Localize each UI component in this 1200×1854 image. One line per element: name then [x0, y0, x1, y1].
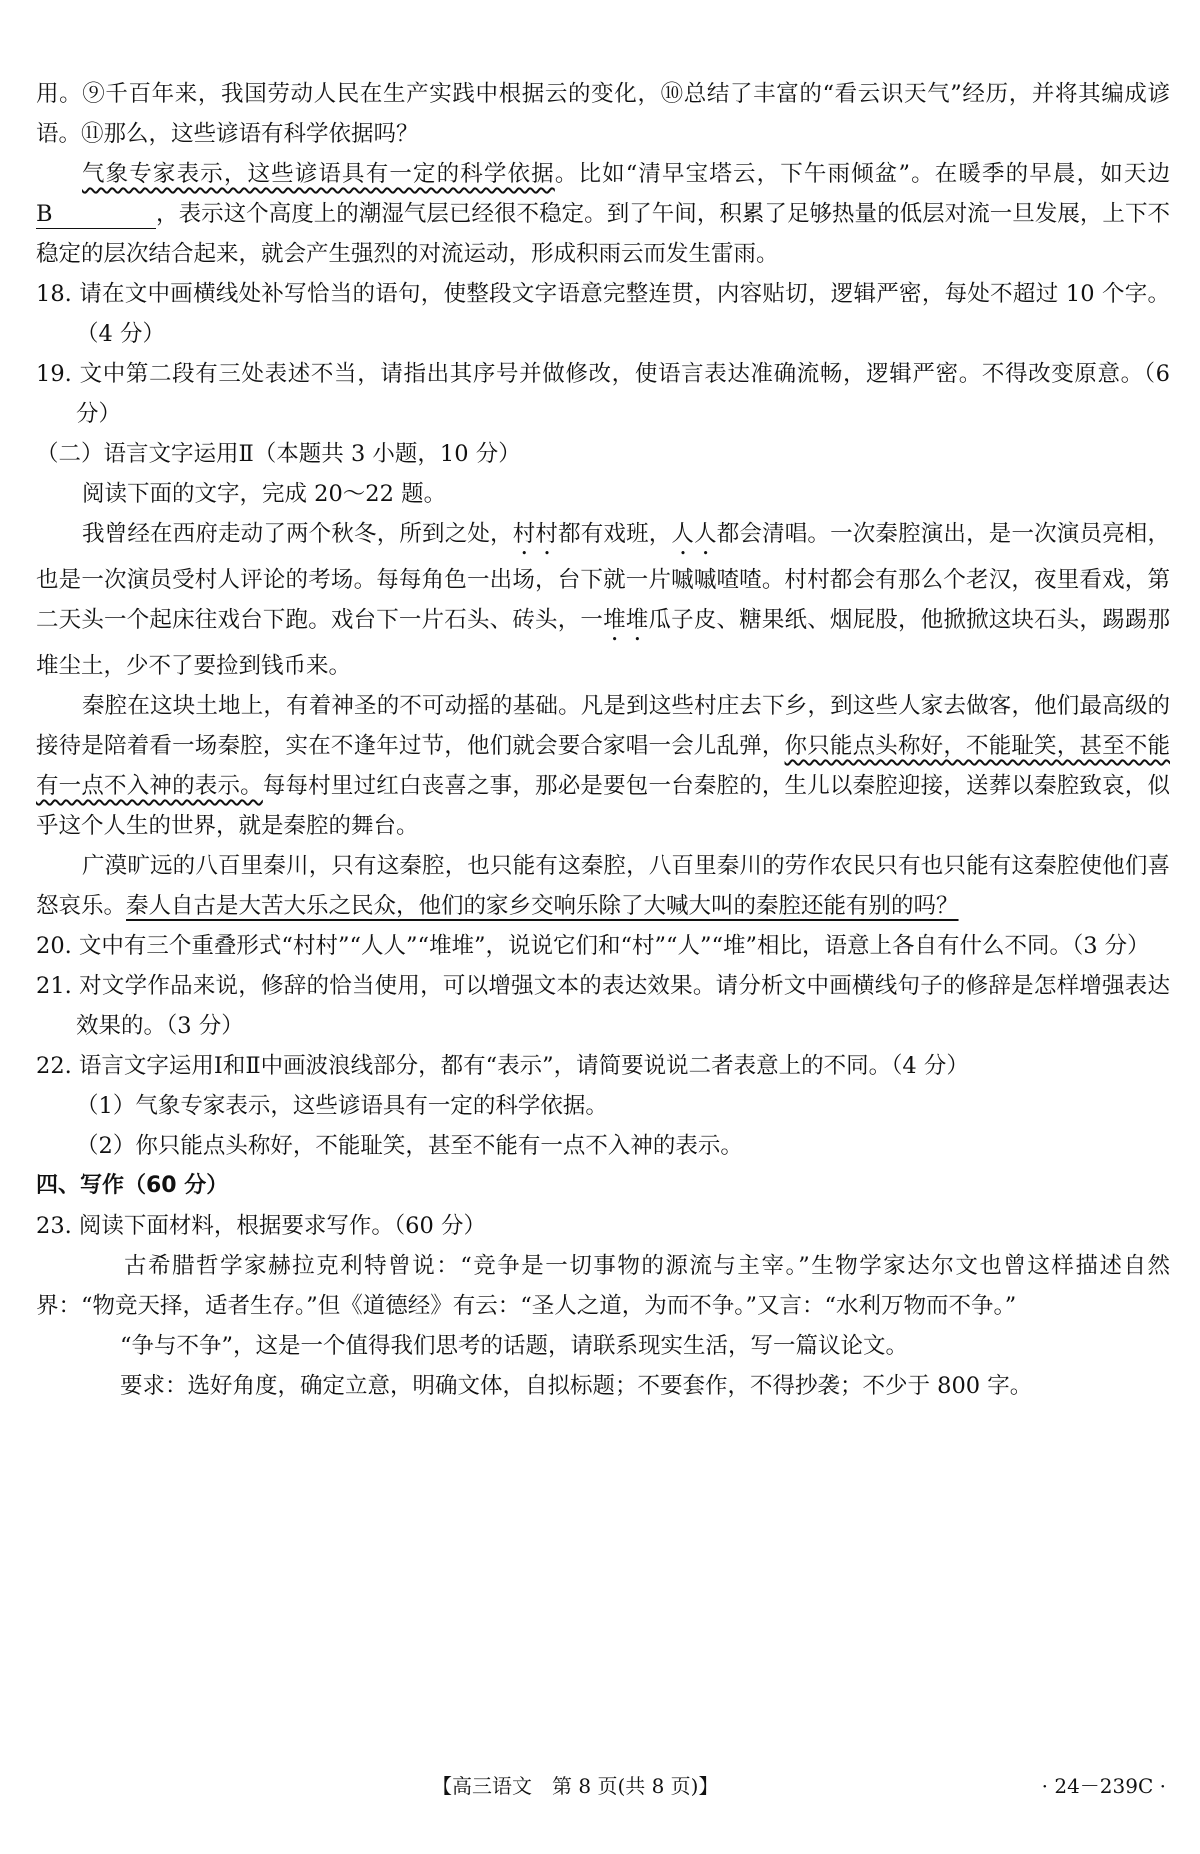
passage2-text: 我曾经在西府走动了两个秋冬，所到之处， [82, 521, 513, 547]
question-21: 21. 对文学作品来说，修辞的恰当使用，可以增强文本的表达效果。请分析文中画横线句子的修辞是怎样增强表达效果的。（3 分） [36, 973, 1170, 1039]
passage1-text-b: ，表示这个高度上的潮湿气层已经很不稳定。到了午间，积累了足够热量的低层对流一旦发展，上下不稳定的层次结合起来，就会产生强烈的对流运动，形成积雨云而发生雷雨。 [36, 201, 1170, 267]
passage2-paragraph1 [36, 514, 1170, 686]
passage1-text-a: 。比如“清早宝塔云，下午雨倾盆”。在暖季的早晨，如天边 [554, 161, 1170, 187]
passage1-paragraph2 [36, 154, 1170, 274]
passage2-text: 都有戏班， [558, 521, 672, 547]
wavy-sentence-2: 你只能点头称好，不能耻笑，甚至不能有一点不入神的表示。 [36, 733, 1170, 799]
passage2-text: 广漠旷远的八百里秦川，只有这秦腔，也只能有这秦腔，八百里秦川的劳作农民只有也只能有这秦腔使他们喜怒哀乐。 [36, 853, 1170, 919]
wavy-sentence-1: 气象专家表示，这些谚语具有一定的科学依据 [82, 161, 555, 187]
passage2-text: 瓜子皮、糖果纸、烟屁股，他掀掀这块石头，踢踢那堆尘土，少不了要捡到钱币来。 [36, 607, 1170, 679]
writing-requirements: 要求：选好角度，确定立意，明确文体，自拟标题；不要套作，不得抄袭；不少于 800 字。 [120, 1373, 1033, 1399]
page-content [36, 74, 1170, 1406]
passage2-paragraph2 [36, 686, 1170, 846]
passage2-text: 秦腔在这块土地上，有着神圣的不可动摇的基础。凡是到这些村庄去下乡，到这些人家去做客，他们最高级的接待是陪着看一场秦腔，实在不逢年过节，他们就会要合家唱一会儿乱弹， [36, 693, 1170, 759]
question-22-item-1: （1）气象专家表示，这些谚语具有一定的科学依据。 [76, 1093, 608, 1119]
section2-intro: 阅读下面的文字，完成 20～22 题。 [82, 481, 447, 507]
question-20: 20. 文中有三个重叠形式“村村”“人人”“堆堆”，说说它们和“村”“人”“堆”相比，语意上各自有什么不同。（3 分） [36, 933, 1150, 959]
passage2-paragraph3 [36, 846, 1170, 926]
reduplication-duidui: 堆堆 [603, 607, 649, 633]
question-19: 19. 文中第二段有三处表述不当，请指出其序号并做修改，使语言表达准确流畅，逻辑严密。不得改变原意。（6 分） [36, 361, 1170, 427]
passage1-continuation: 用。⑨千百年来，我国劳动人民在生产实践中根据云的变化，⑩总结了丰富的“看云识天气”经历，并将其编成谚语。⑪那么，这些谚语有科学依据吗？ [36, 81, 1170, 147]
question-18: 18. 请在文中画横线处补写恰当的语句，使整段文字语意完整连贯，内容贴切，逻辑严密，每处不超过 10 个字。（4 分） [36, 281, 1170, 347]
footer-code: · 24－239C · [1041, 1774, 1166, 1798]
footer-page-label: 【高三语文 第 8 页(共 8 页)】 [432, 1774, 719, 1798]
passage2-text: 都会清唱。一次秦腔演出，是一次演员亮相，也是一次演员受村人评论的考场。每每角色一出场，台下就一片嘁嘁喳喳。村村都会有那么个老汉，夜里看戏，第二天头一个起床往戏台下跑。戏台下一片石头、砖头，一 [36, 521, 1170, 633]
reduplication-renren: 人人 [671, 521, 717, 547]
question-22-item-2: （2）你只能点头称好，不能耻笑，甚至不能有一点不入神的表示。 [76, 1133, 743, 1159]
passage2-text: 每每村里过红白丧喜之事，那必是要包一台秦腔的，生儿以秦腔迎接，送葬以秦腔致哀，似乎这个人生的世界，就是秦腔的舞台。 [36, 773, 1170, 839]
section2-header: （二）语言文字运用Ⅱ（本题共 3 小题，10 分） [36, 441, 521, 467]
page-footer [0, 1766, 1200, 1800]
question-22: 22. 语言文字运用Ⅰ和Ⅱ中画波浪线部分，都有“表示”，请简要说说二者表意上的不同。（4 分） [36, 1053, 969, 1079]
blank-b: B [36, 200, 156, 229]
question-23: 23. 阅读下面材料，根据要求写作。（60 分） [36, 1213, 486, 1239]
writing-material-paragraph1: 古希腊哲学家赫拉克利特曾说：“竞争是一切事物的源流与主宰。”生物学家达尔文也曾这样描述自然界：“物竞天择，适者生存。”但《道德经》有云：“圣人之道，为而不争。”又言：“水利万物而不争。” [36, 1253, 1170, 1319]
writing-material-paragraph2: “争与不争”，这是一个值得我们思考的话题，请联系现实生活，写一篇议论文。 [120, 1333, 909, 1359]
section4-header: 四、写作（60 分） [36, 1173, 229, 1198]
reduplication-cuncun: 村村 [512, 521, 559, 547]
underlined-sentence: 秦人自古是大苦大乐之民众，他们的家乡交响乐除了大喊大叫的秦腔还能有别的吗？ [126, 893, 959, 919]
